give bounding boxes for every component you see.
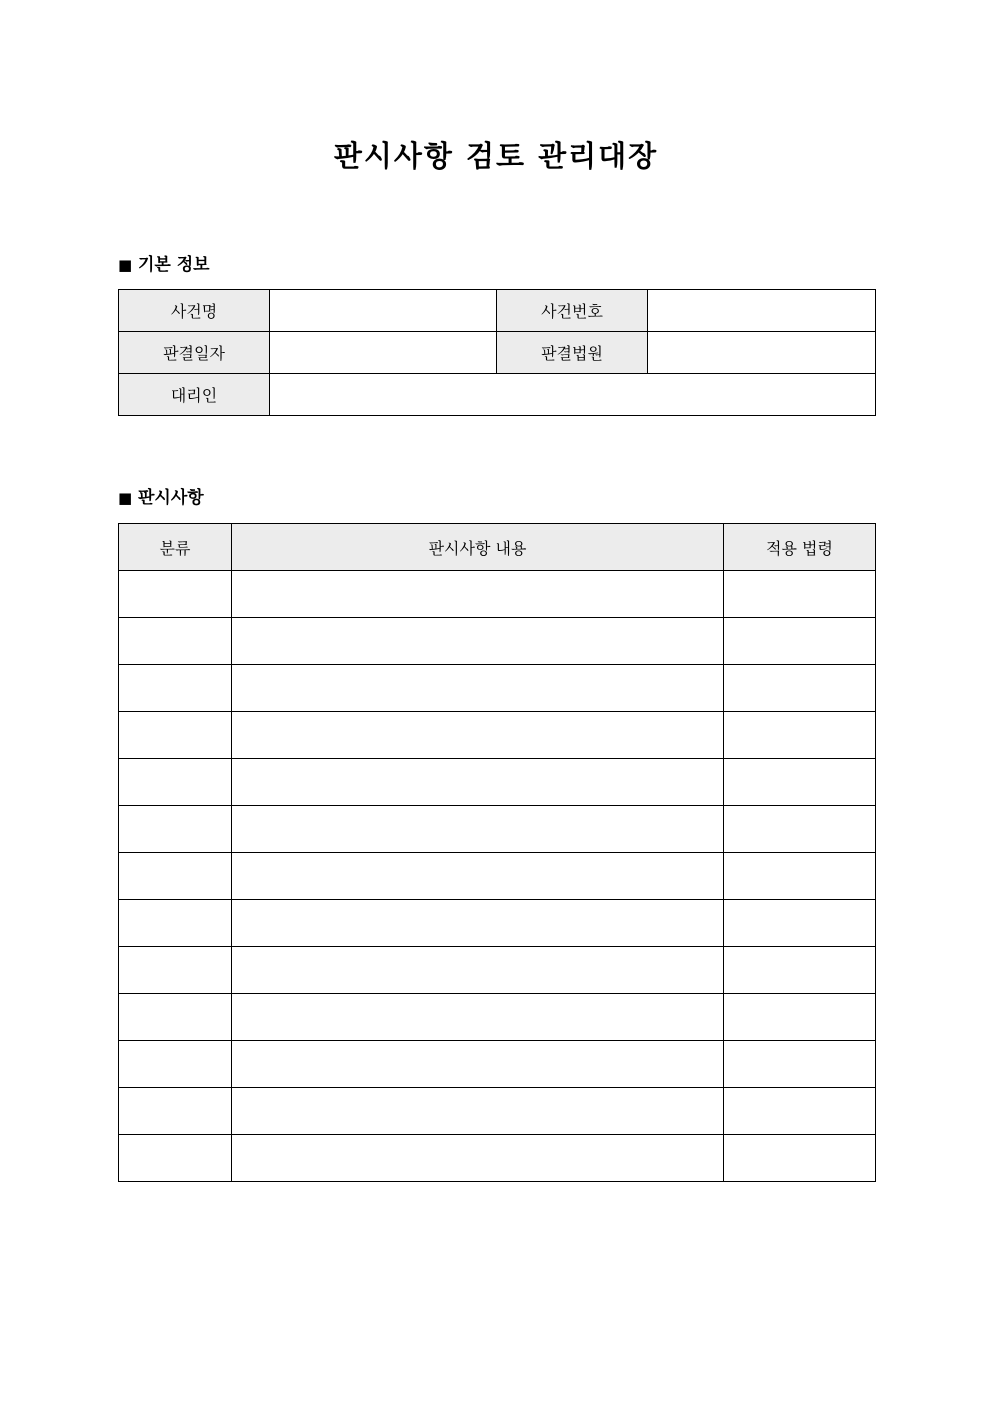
category-cell[interactable] [119, 994, 232, 1041]
court-label: 판결법원 [497, 332, 648, 374]
rulings-table [118, 523, 876, 1182]
applicable-law-cell[interactable] [724, 571, 876, 618]
content-cell[interactable] [232, 712, 724, 759]
applicable-law-cell[interactable] [724, 618, 876, 665]
content-cell[interactable] [232, 665, 724, 712]
applicable-law-cell[interactable] [724, 1088, 876, 1135]
judgment-date-field[interactable] [270, 332, 497, 374]
case-number-label: 사건번호 [497, 290, 648, 332]
category-cell[interactable] [119, 571, 232, 618]
case-name-field[interactable] [270, 290, 497, 332]
table-row [119, 853, 876, 900]
category-cell[interactable] [119, 1088, 232, 1135]
applicable-law-cell[interactable] [724, 759, 876, 806]
table-row [119, 618, 876, 665]
court-field[interactable] [648, 332, 876, 374]
category-cell[interactable] [119, 853, 232, 900]
content-cell[interactable] [232, 1041, 724, 1088]
rulings-heading [118, 486, 204, 510]
category-cell[interactable] [119, 1041, 232, 1088]
info-row-attorney [119, 374, 876, 416]
basic-info-table [118, 289, 876, 416]
info-row-judgment [119, 332, 876, 374]
content-cell[interactable] [232, 1088, 724, 1135]
content-cell[interactable] [232, 900, 724, 947]
table-row [119, 806, 876, 853]
case-number-field[interactable] [648, 290, 876, 332]
document-title: 판시사항 검토 관리대장 [333, 139, 659, 173]
content-cell[interactable] [232, 853, 724, 900]
content-cell[interactable] [232, 759, 724, 806]
rulings-header-row [119, 524, 876, 571]
table-row [119, 1041, 876, 1088]
applicable-law-cell[interactable] [724, 665, 876, 712]
judgment-date-label: 판결일자 [119, 332, 270, 374]
rulings-heading-text: 판시사항 [138, 488, 204, 508]
basic-info-heading [118, 253, 210, 277]
content-cell[interactable] [232, 571, 724, 618]
table-row [119, 665, 876, 712]
column-header-category: 분류 [119, 524, 232, 571]
table-row [119, 759, 876, 806]
info-row-case [119, 290, 876, 332]
content-cell[interactable] [232, 994, 724, 1041]
applicable-law-cell[interactable] [724, 853, 876, 900]
column-header-content: 판시사항 내용 [232, 524, 724, 571]
rulings-body [119, 571, 876, 1182]
category-cell[interactable] [119, 665, 232, 712]
applicable-law-cell[interactable] [724, 947, 876, 994]
table-row [119, 1135, 876, 1182]
applicable-law-cell[interactable] [724, 806, 876, 853]
table-row [119, 712, 876, 759]
category-cell[interactable] [119, 806, 232, 853]
category-cell[interactable] [119, 618, 232, 665]
applicable-law-cell[interactable] [724, 712, 876, 759]
content-cell[interactable] [232, 806, 724, 853]
column-header-applicable-law: 적용 법령 [724, 524, 876, 571]
case-name-label: 사건명 [119, 290, 270, 332]
applicable-law-cell[interactable] [724, 900, 876, 947]
category-cell[interactable] [119, 947, 232, 994]
table-row [119, 571, 876, 618]
content-cell[interactable] [232, 618, 724, 665]
square-bullet-icon: ■ [118, 256, 133, 274]
table-row [119, 947, 876, 994]
table-row [119, 994, 876, 1041]
attorney-label: 대리인 [119, 374, 270, 416]
basic-info-heading-text: 기본 정보 [138, 255, 210, 275]
content-cell[interactable] [232, 1135, 724, 1182]
square-bullet-icon: ■ [118, 489, 133, 507]
table-row [119, 900, 876, 947]
applicable-law-cell[interactable] [724, 1135, 876, 1182]
attorney-field[interactable] [270, 374, 876, 416]
table-row [119, 1088, 876, 1135]
category-cell[interactable] [119, 759, 232, 806]
category-cell[interactable] [119, 712, 232, 759]
content-cell[interactable] [232, 947, 724, 994]
category-cell[interactable] [119, 1135, 232, 1182]
category-cell[interactable] [119, 900, 232, 947]
applicable-law-cell[interactable] [724, 1041, 876, 1088]
applicable-law-cell[interactable] [724, 994, 876, 1041]
